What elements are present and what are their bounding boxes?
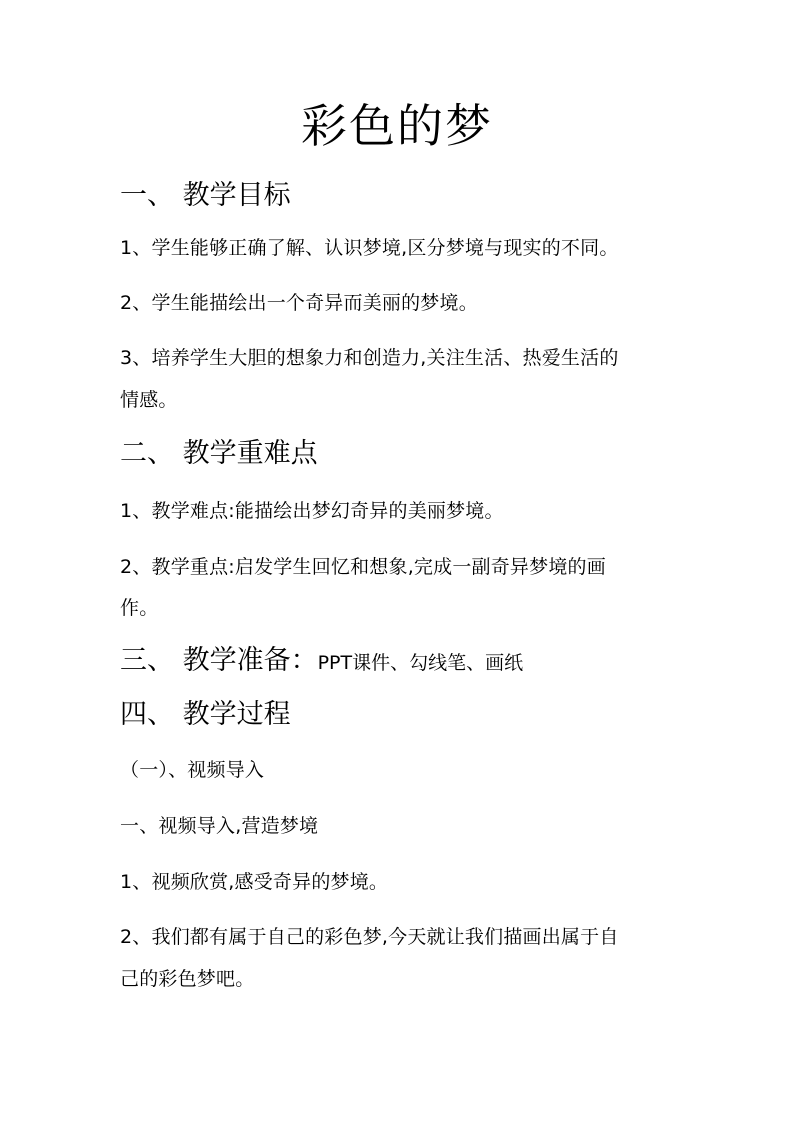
objective-item-3: 3、培养学生大胆的想象力和创造力,关注生活、热爱生活的	[120, 347, 619, 369]
key-point-item-1: 1、教学难点:能描绘出梦幻奇异的美丽梦境。	[120, 500, 504, 522]
document-title: 彩色的梦	[301, 99, 493, 153]
section-heading-objectives: 一、 教学目标	[120, 180, 291, 211]
section-heading-process: 四、 教学过程	[120, 699, 291, 730]
objective-item-2: 2、学生能描绘出一个奇异而美丽的梦境。	[120, 292, 478, 314]
process-item-2-cont: 己的彩色梦吧。	[120, 968, 255, 990]
objective-item-1: 1、学生能够正确了解、认识梦境,区分梦境与现实的不同。	[120, 237, 619, 259]
process-item-1: 1、视频欣赏,感受奇异的梦境。	[120, 871, 389, 893]
process-item-2: 2、我们都有属于自己的彩色梦,今天就让我们描画出属于自	[120, 926, 619, 948]
preparation-materials: PPT课件、勾线笔、画纸	[317, 652, 524, 674]
key-point-item-2-cont: 作。	[120, 597, 159, 619]
section-heading-preparation	[120, 643, 523, 681]
key-point-item-2: 2、教学重点:启发学生回忆和想象,完成一副奇异梦境的画	[120, 556, 606, 578]
objective-item-3-cont: 情感。	[120, 389, 178, 411]
section-heading-key-points: 二、 教学重难点	[120, 438, 318, 469]
preparation-heading-text: 三、 教学准备：	[120, 645, 318, 676]
process-subheading: （一）、视频导入	[120, 759, 265, 781]
process-item-intro: 一、视频导入,营造梦境	[120, 815, 319, 837]
